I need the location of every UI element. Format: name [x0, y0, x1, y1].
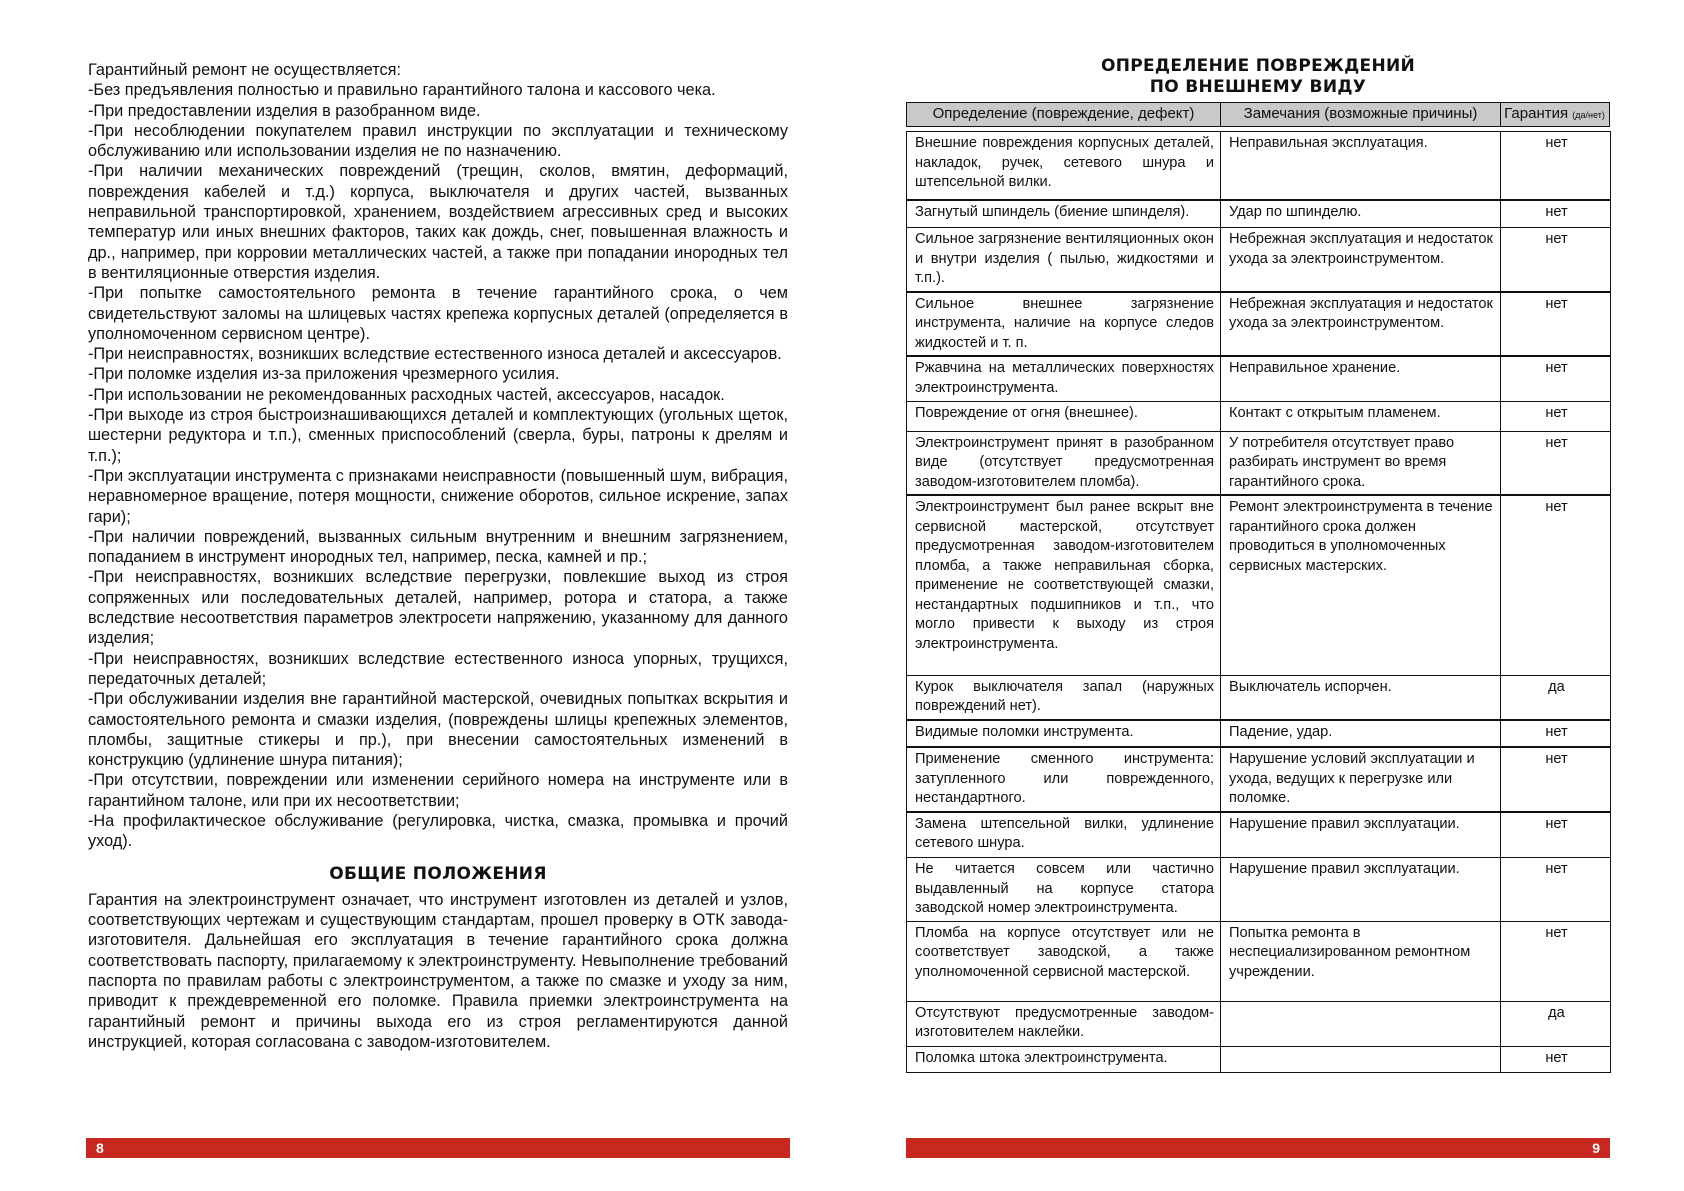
page-title: [906, 56, 1610, 98]
definition-cell: Пломба на корпусе отсутствует или не соответствует заводской, а также уполномоченной сервисной мастерской.: [907, 921, 1221, 1001]
general-provisions-title: ОБЩИЕ ПОЛОЖЕНИЯ: [329, 863, 547, 884]
definition-cell: Отсутствуют предусмотренные заводом-изготовителем наклейки.: [907, 1001, 1221, 1046]
table-row: [907, 292, 1611, 357]
paragraph: -Без предъявления полностью и правильно гарантийного талона и кассового чека.: [88, 81, 716, 100]
defect-table: [906, 131, 1611, 1073]
paragraph: Гарантийный ремонт не осуществляется:: [88, 61, 401, 79]
paragraph: -При неисправностях, возникших вследствие перегрузки, повлекшие выход из строя сопряженных или последовательных деталей, например, ротора и статора, а также вследствие несоответствия параметров электросети напряжению, указанному для данного изделия;: [88, 568, 788, 648]
remarks-cell: Неправильное хранение.: [1221, 356, 1501, 401]
warranty-cell: да: [1501, 1001, 1611, 1046]
paragraph: -При использовании не рекомендованных расходных частей, аксессуаров, насадок.: [88, 385, 725, 404]
definition-cell: Видимые поломки инструмента.: [907, 720, 1221, 747]
page-number: 8: [96, 1140, 104, 1156]
paragraph: -При попытке самостоятельного ремонта в течение гарантийного срока, о чем свидетельствуют заломы на шлицевых частях крепежа корпусных деталей (определяется в уполномоченном сервисном центре).: [88, 284, 788, 343]
definition-cell: Сильное загрязнение вентиляционных окон и внутри изделия ( пылью, жидкостями и т.п.).: [907, 228, 1221, 292]
title-line: ОПРЕДЕЛЕНИЕ ПОВРЕЖДЕНИЙ: [1100, 56, 1416, 76]
definition-cell: Сильное внешнее загрязнение инструмента, наличие на корпусе следов жидкостей и т. п.: [907, 292, 1221, 357]
warranty-cell: нет: [1501, 132, 1611, 200]
warranty-cell: нет: [1501, 200, 1611, 228]
paragraph: -При предоставлении изделия в разобранном виде.: [88, 101, 481, 120]
remarks-cell: Нарушение условий эксплуатации и ухода, ведущих к перегрузке или поломке.: [1221, 747, 1501, 812]
header-warranty-note: (да/нет): [1572, 110, 1605, 120]
paragraph: -При несоблюдении покупателем правил инструкции по эксплуатации и техническому обслуживанию или использовании изделия не по назначению.: [88, 121, 788, 161]
table-header: [906, 102, 1610, 127]
paragraph: -При неисправностях, возникших вследствие естественного износа деталей и аксессуаров.: [88, 345, 782, 364]
remarks-cell: Удар по шпинделю.: [1221, 200, 1501, 228]
remarks-cell: Контакт с открытым пламенем.: [1221, 401, 1501, 431]
paragraph: -При эксплуатации инструмента с признаками неисправности (повышенный шум, вибрация, неравномерное вращение, потеря мощности, снижение оборотов, сильное искрение, запах гари);: [88, 466, 788, 526]
title-line: ПО ВНЕШНЕМУ ВИДУ: [1149, 77, 1367, 97]
table-row: [907, 858, 1611, 922]
table-row: [907, 921, 1611, 1001]
header-definition: Определение (повреждение, дефект): [907, 103, 1221, 126]
paragraph: -При выходе из строя быстроизнашивающихся деталей и комплектующих (угольных щеток, шестерни редуктора и т.п.), сменных приспособлений (сверла, буры, патроны к дрелям и т.п.);: [88, 406, 788, 465]
warranty-cell: нет: [1501, 921, 1611, 1001]
table-row: [907, 720, 1611, 747]
definition-cell: Не читается совсем или частично выдавленный на корпусе статора заводской номер электроинструмента.: [907, 858, 1221, 922]
remarks-cell: Попытка ремонта в неспециализированном ремонтном учреждении.: [1221, 921, 1501, 1001]
remarks-cell: Неправильная эксплуатация.: [1221, 132, 1501, 200]
paragraph: -При отсутствии, повреждении или изменении серийного номера на инструменте или в гарантийном талоне, или при их несоответствии;: [88, 771, 788, 810]
table-row: [907, 132, 1611, 200]
remarks-cell: Падение, удар.: [1221, 720, 1501, 747]
remarks-cell: [1221, 1046, 1501, 1072]
table-row: [907, 356, 1611, 401]
header-remarks: Замечания (возможные причины): [1221, 103, 1501, 126]
table-row: [907, 747, 1611, 812]
remarks-cell: Выключатель испорчен.: [1221, 675, 1501, 720]
warranty-cell: нет: [1501, 292, 1611, 357]
general-provisions-text: Гарантия на электроинструмент означает, что инструмент изготовлен из деталей и узлов, соответствующих чертежам и существующим стандартам, прошел проверку в ОТК завода-изготовителя. Дальнейшая его эксплуатация в течение гарантийного срока должна соответствовать паспорту, прилагаемому к электроинструменту. Невыполнение требований паспорта по правилам работы с электроинструментом, а также по смазке и уходу за ним, приводит к преждевременной его поломке. Правила приемки электроинструмента на гарантийный ремонт и причины выхода его из строя регламентируются данной инструкцией, которая согласована с заводом-изготовителем.: [88, 890, 788, 1051]
warranty-cell: нет: [1501, 356, 1611, 401]
definition-cell: Внешние повреждения корпусных деталей, накладок, ручек, сетевого шнура и штепсельной вилки.: [907, 132, 1221, 200]
definition-cell: Поломка штока электроинструмента.: [907, 1046, 1221, 1072]
table-row: [907, 1001, 1611, 1046]
warranty-cell: да: [1501, 675, 1611, 720]
paragraph: -При неисправностях, возникших вследствие естественного износа упорных, трущихся, передаточных деталей;: [88, 649, 788, 688]
definition-cell: Загнутый шпиндель (биение шпинделя).: [907, 200, 1221, 228]
page-number: 9: [1592, 1140, 1600, 1156]
header-warranty-label: Гарантия: [1504, 105, 1569, 122]
warranty-cell: нет: [1501, 812, 1611, 858]
definition-cell: Электроинструмент был ранее вскрыт вне сервисной мастерской, отсутствует предусмотренная заводом-изготовителем пломба, а также неправильная сборка, применение не соответствующей смазки, нестандартных подшипников и т.п., что могло привести к выходу из строя электроинструмента.: [907, 495, 1221, 675]
footer-bar: [86, 1138, 790, 1158]
footer-bar: [906, 1138, 1610, 1158]
warranty-cell: нет: [1501, 431, 1611, 495]
paragraph: -При поломке изделия из-за приложения чрезмерного усилия.: [88, 365, 560, 384]
table-row: [907, 675, 1611, 720]
definition-cell: Курок выключателя запал (наружных повреждений нет).: [907, 675, 1221, 720]
warranty-cell: нет: [1501, 720, 1611, 747]
paragraph: -При наличии механических повреждений (трещин, сколов, вмятин, деформаций, повреждения кабелей и т.д.) корпуса, выключателя и других частей, вызванных неправильной транспортировкой, хранением, воздействием агрессивных сред и высоких температур или иных внешних факторов, таких как дождь, снег, повышенная влажность и др., например, при корровии металлических частей, а также при попадании инородных тел в вентиляционные отверстия изделия.: [88, 162, 788, 282]
remarks-cell: Небрежная эксплуатация и недостаток ухода за электроинструментом.: [1221, 228, 1501, 292]
definition-cell: Ржавчина на металлических поверхностях электроинструмента.: [907, 356, 1221, 401]
paragraph: -На профилактическое обслуживание (регулировка, чистка, смазка, промывка и прочий уход).: [88, 811, 788, 851]
warranty-cell: нет: [1501, 401, 1611, 431]
remarks-cell: [1221, 1001, 1501, 1046]
paragraph: -При наличии повреждений, вызванных сильным внутренним и внешним загрязнением, попаданием в инструмент инородных тел, например, песка, камней и пр.;: [88, 527, 788, 567]
paragraph: -При обслуживании изделия вне гарантийной мастерской, очевидных попытках вскрытия и самостоятельного ремонта и смазки изделия, (повреждены шлицы крепежных элементов, пломбы, защитные стикеры и пр.), при внесении самостоятельных изменений в конструкцию (удлинение шнура питания);: [88, 690, 788, 770]
remarks-cell: Нарушение правил эксплуатации.: [1221, 812, 1501, 858]
remarks-cell: Небрежная эксплуатация и недостаток ухода за электроинструментом.: [1221, 292, 1501, 357]
header-warranty: [1501, 103, 1608, 126]
table-row: [907, 812, 1611, 858]
warranty-cell: нет: [1501, 228, 1611, 292]
table-row: [907, 431, 1611, 495]
definition-cell: Повреждение от огня (внешнее).: [907, 401, 1221, 431]
warranty-cell: нет: [1501, 747, 1611, 812]
table-row: [907, 1046, 1611, 1072]
definition-cell: Электроинструмент принят в разобранном виде (отсутствует предусмотренная заводом-изготовителем пломба).: [907, 431, 1221, 495]
definition-cell: Замена штепсельной вилки, удлинение сетевого шнура.: [907, 812, 1221, 858]
warranty-cell: нет: [1501, 1046, 1611, 1072]
definition-cell: Применение сменного инструмента: затупленного или поврежденного, нестандартного.: [907, 747, 1221, 812]
warranty-cell: нет: [1501, 858, 1611, 922]
table-row: [907, 200, 1611, 228]
remarks-cell: У потребителя отсутствует право разбирать инструмент во время гарантийного срока.: [1221, 431, 1501, 495]
right-page: [842, 0, 1684, 1191]
table-row: [907, 401, 1611, 431]
warranty-cell: нет: [1501, 495, 1611, 675]
remarks-cell: Нарушение правил эксплуатации.: [1221, 858, 1501, 922]
table-row: [907, 495, 1611, 675]
remarks-cell: Ремонт электроинструмента в течение гарантийного срока должен проводиться в уполномоченных сервисных мастерских.: [1221, 495, 1501, 675]
table-row: [907, 228, 1611, 292]
warranty-exclusions-text: [88, 60, 788, 1052]
